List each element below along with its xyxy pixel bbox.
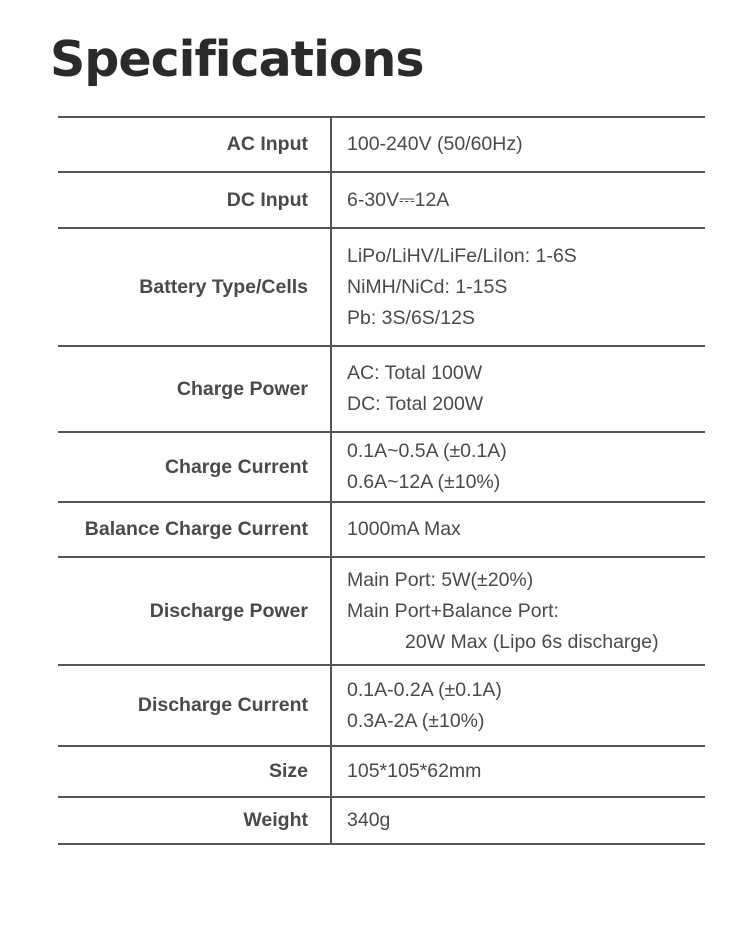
row-label: Discharge Power	[58, 557, 331, 665]
row-label: Charge Current	[58, 432, 331, 502]
row-value	[331, 502, 705, 557]
value-line: 0.1A~0.5A (±0.1A)	[347, 440, 507, 462]
value-line: Pb: 3S/6S/12S	[347, 306, 475, 329]
table-row-charge-power	[58, 346, 705, 432]
row-label: Charge Power	[58, 346, 331, 432]
value-line: DC: Total 200W	[347, 393, 484, 415]
table-row-battery-type	[58, 228, 705, 346]
row-label: AC Input	[58, 117, 331, 172]
row-value	[331, 172, 705, 228]
value-line: 0.1A-0.2A (±0.1A)	[347, 678, 502, 701]
specifications-table	[58, 116, 705, 845]
row-label: DC Input	[58, 172, 331, 228]
value-line: AC: Total 100W	[347, 362, 483, 384]
row-value	[331, 228, 705, 346]
row-label: Battery Type/Cells	[58, 228, 331, 346]
value-line: Main Port: 5W(±20%)	[347, 568, 534, 591]
row-value	[331, 432, 705, 502]
row-value	[331, 557, 705, 665]
table-row-weight	[58, 797, 705, 844]
value-line: NiMH/NiCd: 1-15S	[347, 275, 508, 298]
row-value	[331, 746, 705, 797]
row-label: Balance Charge Current	[58, 502, 331, 557]
page-title: Specifications	[50, 31, 424, 88]
row-label: Size	[58, 746, 331, 797]
row-value	[331, 346, 705, 432]
value-line: 100-240V (50/60Hz)	[347, 133, 523, 155]
table-row-balance-charge-current	[58, 502, 705, 557]
row-value	[331, 117, 705, 172]
table-row-size	[58, 746, 705, 797]
row-value	[331, 797, 705, 844]
table-row-discharge-power	[58, 557, 705, 665]
table-row-ac-input	[58, 117, 705, 172]
table-row-charge-current	[58, 432, 705, 502]
row-value	[331, 665, 705, 746]
row-label: Discharge Current	[58, 665, 331, 746]
value-line: 0.6A~12A (±10%)	[347, 471, 501, 493]
value-line: 0.3A-2A (±10%)	[347, 709, 485, 732]
value-line: 340g	[347, 809, 391, 831]
value-line: 105*105*62mm	[347, 760, 482, 782]
value-line: 20W Max (Lipo 6s discharge)	[405, 630, 659, 653]
value-line: 1000mA Max	[347, 518, 461, 540]
row-label: Weight	[58, 797, 331, 844]
table-row-dc-input	[58, 172, 705, 228]
value-line: 6-30V⎓12A	[347, 188, 450, 211]
value-line: LiPo/LiHV/LiFe/LiIon: 1-6S	[347, 244, 577, 267]
table-row-discharge-current	[58, 665, 705, 746]
value-line: Main Port+Balance Port:	[347, 599, 559, 622]
